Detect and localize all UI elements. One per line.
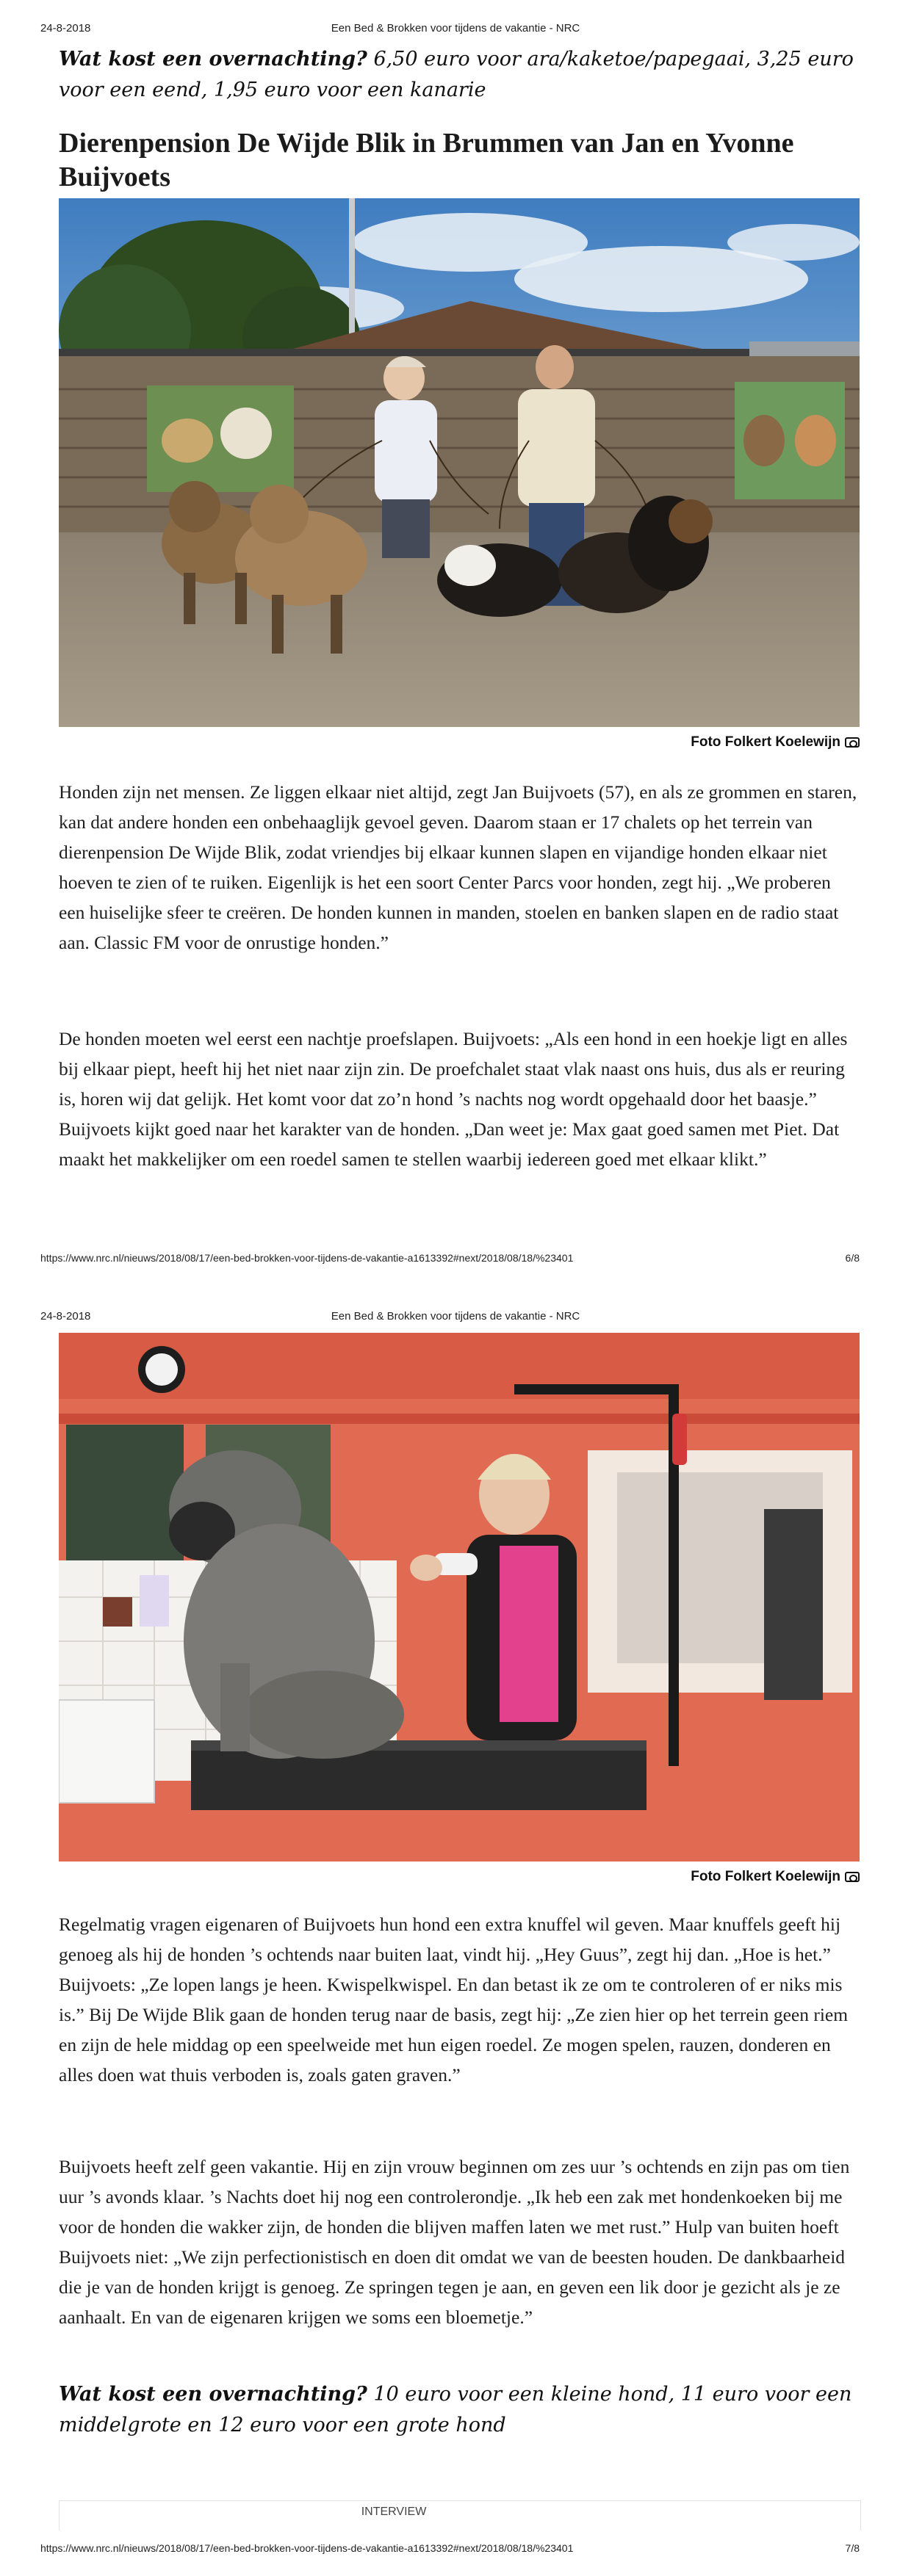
paragraph-2: De honden moeten wel eerst een nachtje proefslapen. Buijvoets: „Als een hond in een hoekje ligt en alles bij elkaar piept, heeft hij het niet naar zijn zin. De proefchalet staat vlak naast ons huis, dus als er reuring is, horen wij dat gelijk. Het komt voor dat zo’n hond ’s nachts nog wordt opgehaald door het baasje.” Buijvoets kijkt goed naar het karakter van de honden. „Dan weet je: Max gaat goed samen met Piet. Dat maakt het makkelijker om een roedel samen te stellen waarbij iedereen goed met elkaar klikt.”	[59, 1028, 848, 1170]
footer-url: https://www.nrc.nl/nieuws/2018/08/17/een-bed-brokken-voor-tijdens-de-vakantie-a1613392#next/2018/08/18/%23401	[40, 1252, 574, 1264]
page-header-date: 24-8-2018	[40, 22, 91, 35]
photo-credit-1	[691, 734, 860, 750]
cost-label: Wat kost een overnachting?	[59, 48, 367, 70]
cost-text: 6,50 euro voor ara/kaketoe/papegaai, 3,25 euro voor een eend, 1,95 euro voor een kanarie	[59, 48, 854, 101]
footer-page-number: 6/8	[845, 1252, 860, 1264]
section-title: Dierenpension De Wijde Blik in Brummen van Jan en Yvonne Buijvoets	[59, 128, 794, 192]
paragraph-4: Buijvoets heeft zelf geen vakantie. Hij en zijn vrouw beginnen om zes uur ’s ochtends en zijn pas om tien uur ’s avonds klaar. ’s Nachts doet hij nog een controlerondje. „Ik heb een zak met hondenkoeken bij me voor de honden die wakker zijn, de honden die blijven maffen laten we met rust.” Hulp van buiten hoeft Buijvoets niet: „We zijn perfectionistisch en doen dit omdat we van de beesten houden. De dankbaarheid die je van de honden krijgt is genoeg. Ze springen tegen je aan, en geven een lik door je gezicht als je ze aanhaalt. En van de eigenaren krijgen we soms een bloemetje.”	[59, 2156, 850, 2328]
photo-dog-walk	[59, 198, 860, 727]
photo-credit-text: Foto Folkert Koelewijn	[691, 1869, 840, 1884]
photo-dog-grooming	[59, 1333, 860, 1862]
paragraph-3: Regelmatig vragen eigenaren of Buijvoets hun hond een extra knuffel wil geven. Maar knuffels geeft hij genoeg als hij de honden ’s ochtends naar buiten laat, vindt hij. „Hey Guus”, zegt hij dan. „Hoe is het.” Buijvoets: „Ze lopen langs je heen. Kwispelkwispel. En dan betast ik ze om te controleren of er niks mis is.” Bij De Wijde Blik gaan de honden terug naar de basis, zegt hij: „Ze zien hier op het terrein geen riem en zijn de hele middag op een speelweide met hun eigen roedel. Ze mogen spelen, rauzen, donderen en alles doen wat thuis verboden is, zoals gaten graven.”	[59, 1914, 849, 2085]
cost-text: 10 euro voor een kleine hond, 11 euro voor een middelgrote en 12 euro voor een grote hond	[59, 2383, 852, 2436]
interview-label[interactable]: INTERVIEW	[361, 2506, 427, 2518]
cost-note-dogs	[59, 2379, 860, 2441]
interview-box[interactable]	[59, 2500, 861, 2530]
paragraph-1: Honden zijn net mensen. Ze liggen elkaar niet altijd, zegt Jan Buijvoets (57), en als ze grommen en staren, kan dat andere honden een onbehaaglijk gevoel geven. Daarom staan er 17 chalets op het terrein van dierenpension De Wijde Blik, zodat vriendjes bij elkaar kunnen slapen en vijandige honden elkaar niet hoeven te zien of te ruiken. Eigenlijk is het een soort Center Parcs voor honden, zegt hij. „We proberen een huiselijke sfeer te creëren. De honden kunnen in manden, stoelen en banken slapen en de radio staat aan. Classic FM voor de onrustige honden.”	[59, 781, 857, 953]
page-header-title: Een Bed & Brokken voor tijdens de vakantie - NRC	[331, 1310, 580, 1323]
cost-label: Wat kost een overnachting?	[59, 2383, 367, 2406]
footer-url: https://www.nrc.nl/nieuws/2018/08/17/een-bed-brokken-voor-tijdens-de-vakantie-a1613392#next/2018/08/18/%23401	[40, 2542, 574, 2554]
page-header-title: Een Bed & Brokken voor tijdens de vakantie - NRC	[331, 22, 580, 35]
page-header-date: 24-8-2018	[40, 1310, 91, 1323]
cost-note-birds	[59, 44, 860, 106]
footer-page-number: 7/8	[845, 2542, 860, 2554]
camera-icon	[845, 737, 860, 748]
photo-credit-text: Foto Folkert Koelewijn	[691, 734, 840, 750]
photo-credit-2	[691, 1869, 860, 1885]
camera-icon	[845, 1872, 860, 1882]
